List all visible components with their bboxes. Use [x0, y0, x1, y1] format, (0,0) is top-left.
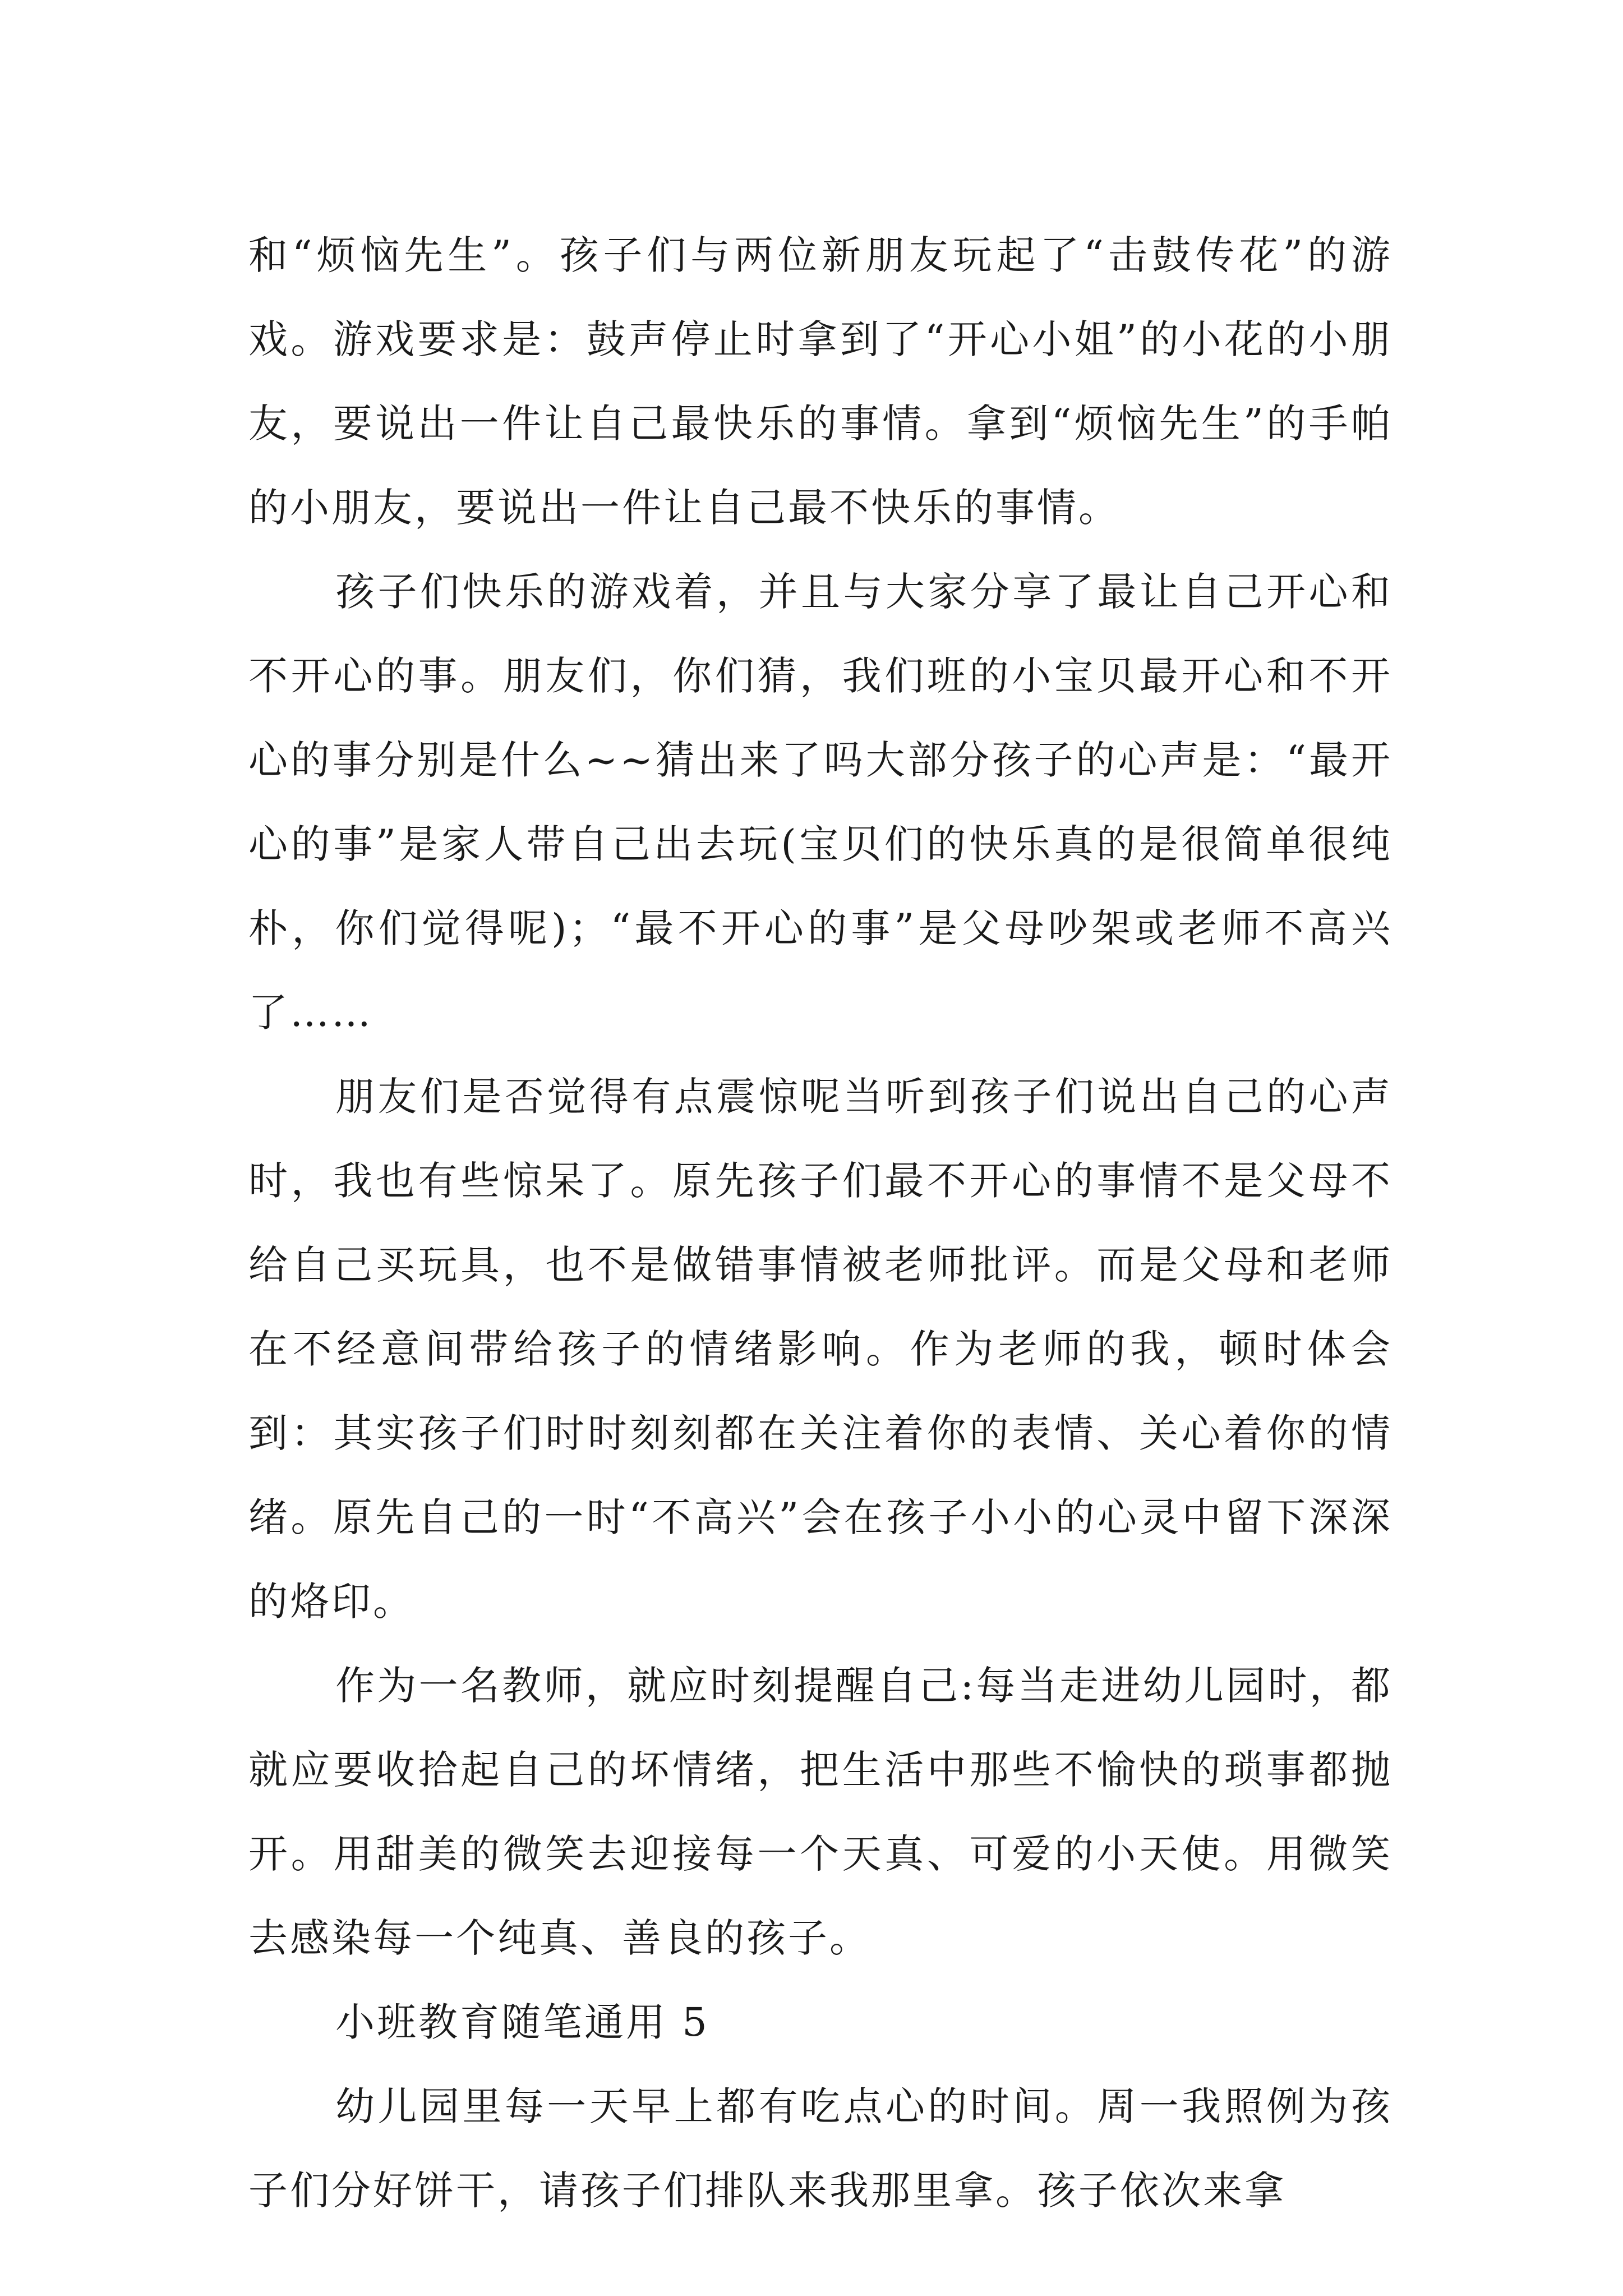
- paragraph-3: 朋友们是否觉得有点震惊呢当听到孩子们说出自己的心声时，我也有些惊呆了。原先孩子们最不开心的事情不是父母不给自己买玩具，也不是做错事情被老师批评。而是父母和老师在不经意间带给孩子的情绪影响。作为老师的我，顿时体会到：其实孩子们时时刻刻都在关注着你的表情、关心着你的情绪。原先自己的一时“不高兴”会在孩子小小的心灵中留下深深的烙印。: [248, 1074, 1393, 1625]
- body-text: [248, 213, 1393, 2233]
- section-heading: 小班教育随笔通用 5: [335, 1999, 709, 2045]
- paragraph-2: 孩子们快乐的游戏着，并且与大家分享了最让自己开心和不开心的事。朋友们，你们猜，我们班的小宝贝最开心和不开心的事分别是什么~~猜出来了吗大部分孩子的心声是：“最开心的事”是家人带自己出去玩(宝贝们的快乐真的是很简单很纯朴，你们觉得呢)；“最不开心的事”是父母吵架或老师不高兴了……: [248, 569, 1393, 1036]
- paragraph-1: 和“烦恼先生”。孩子们与两位新朋友玩起了“击鼓传花”的游戏。游戏要求是：鼓声停止时拿到了“开心小姐”的小花的小朋友，要说出一件让自己最快乐的事情。拿到“烦恼先生”的手帕的小朋友，要说出一件让自己最不快乐的事情。: [248, 232, 1393, 531]
- paragraph-4: 作为一名教师，就应时刻提醒自己:每当走进幼儿园时，都就应要收拾起自己的坏情绪，把生活中那些不愉快的琐事都抛开。用甜美的微笑去迎接每一个天真、可爱的小天使。用微笑去感染每一个纯真、善良的孩子。: [248, 1663, 1393, 1961]
- paragraph-5: 幼儿园里每一天早上都有吃点心的时间。周一我照例为孩子们分好饼干，请孩子们排队来我那里拿。孩子依次来拿: [248, 2083, 1393, 2214]
